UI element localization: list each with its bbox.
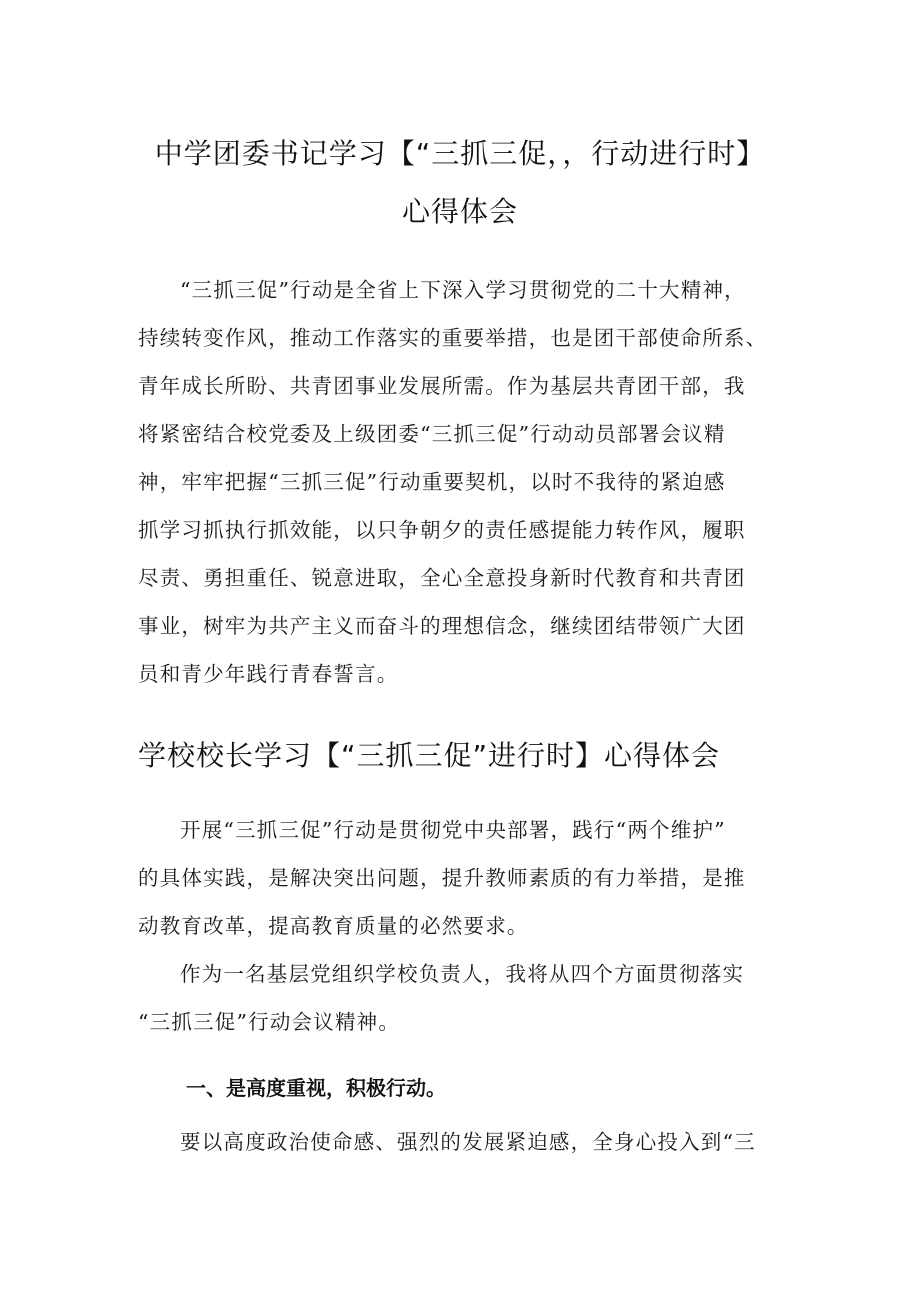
section2-paragraph-3 xyxy=(138,1118,788,1166)
document-title-line-1: 中学团委书记学习【“三抓三促，，行动进行时】 xyxy=(154,137,766,170)
paragraph-line: 员和青少年践行青春誓言。 xyxy=(138,662,399,686)
paragraph-line: 持续转变作风，推动工作落实的重要举措，也是团干部使命所系、 xyxy=(138,326,768,350)
section1-paragraph xyxy=(138,266,788,698)
paragraph-line: 的具体实践，是解决突出问题，提升教师素质的有力举措，是推 xyxy=(138,866,746,890)
section2-heading: 学校校长学习【“三抓三促”进行时】心得体会 xyxy=(138,739,721,772)
paragraph-line: 神，牢牢把握“三抓三促”行动重要契机，以时不我待的紧迫感 xyxy=(138,470,726,494)
paragraph-line: 要以高度政治使命感、强烈的发展紧迫感，全身心投入到“三 xyxy=(180,1130,756,1154)
section2-subheading: 一、是高度重视，积极行动。 xyxy=(186,1076,446,1100)
paragraph-line: 作为一名基层党组织学校负责人，我将从四个方面贯彻落实 xyxy=(180,962,745,986)
section2-paragraph-2 xyxy=(138,950,788,1046)
paragraph-line: 青年成长所盼、共青团事业发展所需。作为基层共青团干部，我 xyxy=(138,374,746,398)
paragraph-line: 尽责、勇担重任、锐意进取，全心全意投身新时代教育和共青团 xyxy=(138,566,746,590)
paragraph-line: “三抓三促”行动是全省上下深入学习贯彻党的二十大精神， xyxy=(180,278,746,302)
paragraph-line: 开展“三抓三促”行动是贯彻党中央部署，践行“两个维护” xyxy=(180,818,726,842)
paragraph-line: 将紧密结合校党委及上级团委“三抓三促”行动动员部署会议精 xyxy=(138,422,726,446)
paragraph-line: “三抓三促”行动会议精神。 xyxy=(138,1010,401,1034)
paragraph-line: 动教育改革，提高教育质量的必然要求。 xyxy=(138,914,529,938)
paragraph-line: 事业，树牢为共产主义而奋斗的理想信念，继续团结带领广大团 xyxy=(138,614,746,638)
section2-paragraph-1 xyxy=(138,806,788,950)
document-title-line-2: 心得体会 xyxy=(401,195,518,228)
paragraph-line: 抓学习抓执行抓效能，以只争朝夕的责任感提能力转作风，履职 xyxy=(138,518,746,542)
